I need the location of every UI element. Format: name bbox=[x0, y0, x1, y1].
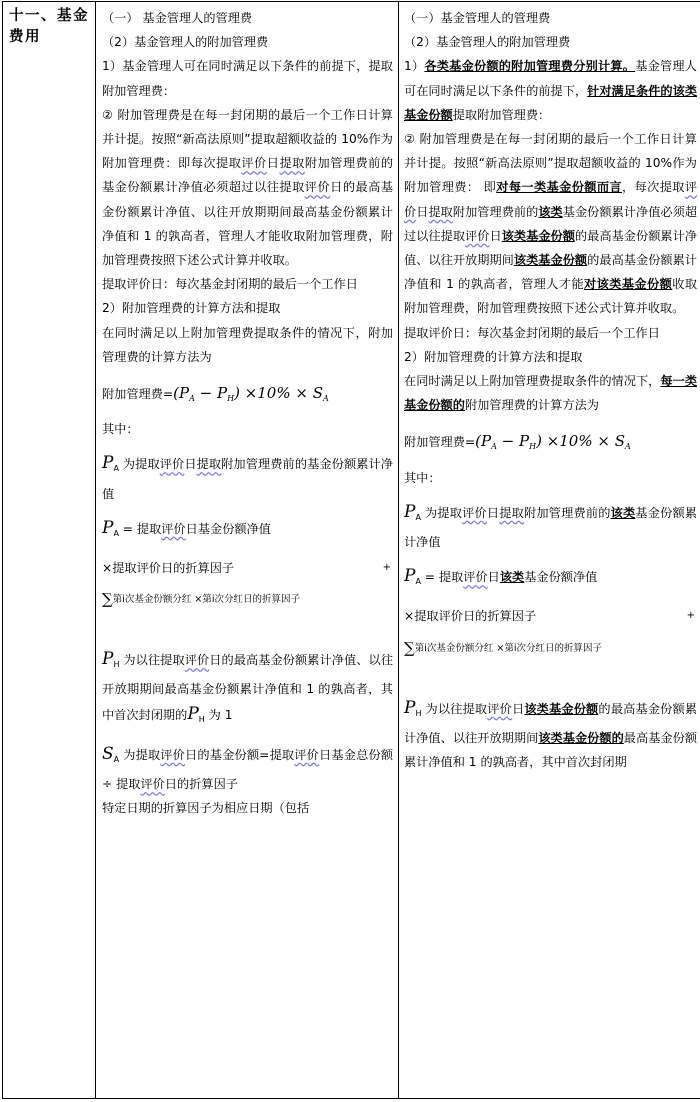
right-formula: 附加管理费$=(P_A - P_H) \times 10\% \times S_A$ bbox=[404, 432, 631, 452]
right-paragraph-5: 在同时满足以上附加管理费提取条件的情况下，每一类基金份额的附加管理费的计算方法为 bbox=[404, 374, 698, 413]
right-sum-term: ∑第i次基金份额分红 ×第i次分红日的折算因子 bbox=[404, 638, 602, 657]
right-paragraph-2: ② 附加管理费是在每一封闭期的最后一个工作日计算并计提。按照“新高法原则”提取超额收益的 10%作为附加管理费： 即对每一类基金份额而言，每次提取评价日提取附加管理费前的该类基金份额累计净值必须超过以往提取评价日该类基金份额的最高基金份额累计净值、以往开放期期间该类基金份额的最高基金份额累计净值和 1 的孰高者，管理人才能对该类基金份额收取附加管理费，附加管理费按照下述公式计算并收取。 bbox=[404, 132, 698, 316]
left-ph-definition: $P_H$ 为以往提取评价日的最高基金份额累计净值、以往开放期期间最高基金份额累计净值和 1 的孰高者，其中首次封闭期的$P_H$ 为 1 bbox=[102, 649, 394, 724]
right-paragraph-4: 2）附加管理费的计算方法和提取 bbox=[404, 349, 583, 364]
left-paragraph-1: 1）基金管理人可在同时满足以下条件的前提下，提取附加管理费： bbox=[102, 59, 393, 98]
left-sa-definition: $S_A$ 为提取评价日的基金份额=提取评价日基金总份额 ÷ 提取评价日的折算因子 bbox=[102, 743, 394, 792]
table-row bbox=[3, 2, 700, 1099]
left-sum-term: ∑第i次基金份额分红 ×第i次分红日的折算因子 bbox=[102, 590, 300, 609]
left-last-line: 特定日期的折算因子为相应日期（包括 bbox=[102, 801, 310, 816]
right-pa-equation: $P_A$ = 提取评价日该类基金份额净值 bbox=[404, 566, 598, 587]
section-title: 十一、基金费用 bbox=[9, 7, 89, 45]
right-pa-definition: $P_A$ 为提取评价日提取附加管理费前的该类基金份额累计净值 bbox=[404, 501, 698, 550]
right-pa-equation-line2: ×提取评价日的折算因子 + bbox=[404, 609, 695, 624]
left-heading-1: （一） 基金管理人的管理费 bbox=[102, 11, 253, 25]
left-pa-equation: $P_A$ = 提取评价日基金份额净值 bbox=[102, 517, 271, 538]
comparison-table bbox=[2, 1, 700, 1099]
original-text-cell bbox=[96, 2, 399, 1099]
section-cell bbox=[3, 2, 96, 1099]
left-where: 其中： bbox=[102, 422, 139, 437]
right-heading-2: （2）基金管理人的附加管理费 bbox=[404, 35, 571, 50]
right-paragraph-1: 1）各类基金份额的附加管理费分别计算。基金管理人可在同时满足以下条件的前提下，针对满足条件的该类基金份额提取附加管理费： bbox=[404, 59, 698, 122]
left-formula: 附加管理费$=(P_A - P_H) \times 10\% \times S_A$ bbox=[102, 384, 329, 404]
right-where: 其中： bbox=[404, 470, 441, 485]
right-paragraph-3: 提取评价日：每次基金封闭期的最后一个工作日 bbox=[404, 325, 660, 340]
right-heading-1: （一）基金管理人的管理费 bbox=[404, 11, 551, 25]
right-ph-definition: $P_H$ 为以往提取评价日该类基金份额的最高基金份额累计净值、以往开放期期间该类基金份额的最高基金份额累计净值和 1 的孰高者，其中首次封闭期 bbox=[404, 697, 698, 770]
left-paragraph-4: 2）附加管理费的计算方法和提取 bbox=[102, 301, 281, 316]
left-heading-2: （2）基金管理人的附加管理费 bbox=[102, 35, 269, 50]
left-pa-equation-line2: ×提取评价日的折算因子 + bbox=[102, 561, 391, 576]
revised-text-cell bbox=[399, 2, 700, 1099]
left-paragraph-5: 在同时满足以上附加管理费提取条件的情况下，附加管理费的计算方法为 bbox=[102, 325, 393, 364]
left-pa-definition: $P_A$ 为提取评价日提取附加管理费前的基金份额累计净值 bbox=[102, 453, 393, 501]
left-paragraph-3: 提取评价日：每次基金封闭期的最后一个工作日 bbox=[102, 277, 358, 292]
left-paragraph-2: ② 附加管理费是在每一封闭期的最后一个工作日计算并计提。按照“新高法原则”提取超额收益的 10%作为附加管理费：即每次提取评价日提取附加管理费前的基金份额累计净值必须超过以往提取评价日的最高基金份额累计净值、以往开放期期间最高基金份额累计净值和 1 的孰高者，管理人才能收取附加管理费，附加管理费按照下述公式计算并收取。 bbox=[102, 107, 394, 268]
